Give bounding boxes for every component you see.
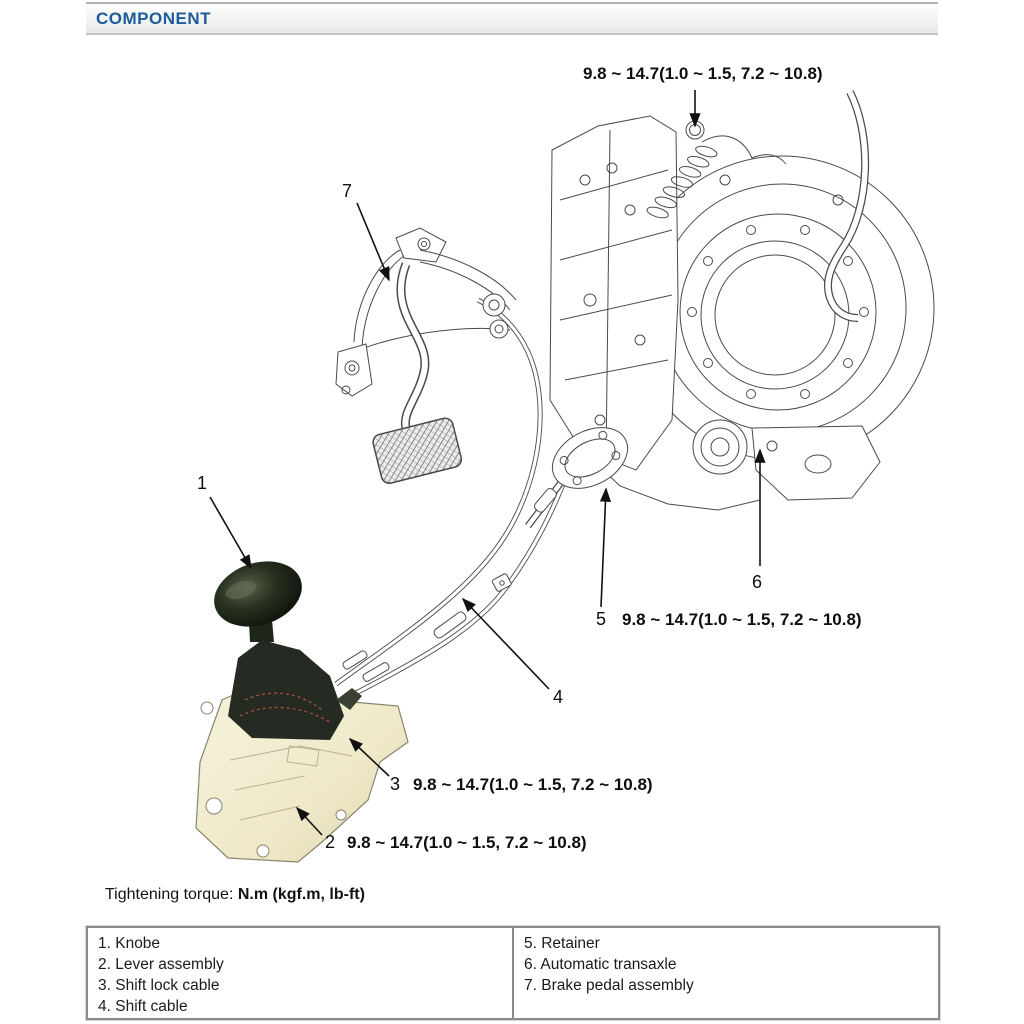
transaxle-drawing (528, 92, 934, 526)
callout-3: 3 (390, 774, 401, 794)
cable-adjuster (342, 610, 468, 682)
pedal-pad (371, 417, 463, 485)
callout-5: 5 (596, 609, 607, 629)
cable-clip (492, 573, 512, 592)
tightening-torque-note (105, 886, 365, 904)
shift-lever-drawing (196, 551, 408, 862)
legend-column-right (514, 928, 938, 1018)
torque-callout-top: 9.8 ~ 14.7(1.0 ~ 1.5, 7.2 ~ 10.8) (583, 64, 823, 83)
legend-item: 7. Brake pedal assembly (524, 977, 694, 994)
legend-item: 2. Lever assembly (98, 956, 224, 973)
lever-boot (228, 640, 344, 740)
torque-callout-5: 9.8 ~ 14.7(1.0 ~ 1.5, 7.2 ~ 10.8) (622, 610, 862, 629)
legend-item: 4. Shift cable (98, 998, 188, 1015)
callout-4: 4 (553, 687, 564, 707)
page-title: COMPONENT (96, 8, 211, 28)
tightening-torque-units: N.m (kgf.m, lb-ft) (237, 886, 365, 903)
legend-item: 6. Automatic transaxle (524, 956, 677, 973)
legend-item: 1. Knobe (98, 935, 161, 952)
callout-6: 6 (752, 572, 763, 592)
torque-callout-2: 9.8 ~ 14.7(1.0 ~ 1.5, 7.2 ~ 10.8) (347, 833, 587, 852)
callout-1: 1 (197, 473, 208, 493)
legend-item: 3. Shift lock cable (98, 977, 220, 994)
tightening-torque-label: Tightening torque: (105, 886, 238, 903)
torque-callout-3: 9.8 ~ 14.7(1.0 ~ 1.5, 7.2 ~ 10.8) (413, 775, 653, 794)
cables-drawing (336, 300, 566, 695)
brake-pedal-drawing (336, 228, 516, 485)
legend-table (86, 926, 940, 1020)
legend-column-left (88, 928, 514, 1018)
callout-2: 2 (325, 832, 336, 852)
legend-item: 5. Retainer (524, 935, 600, 952)
shift-knob (206, 551, 311, 638)
callout-7: 7 (342, 181, 353, 201)
